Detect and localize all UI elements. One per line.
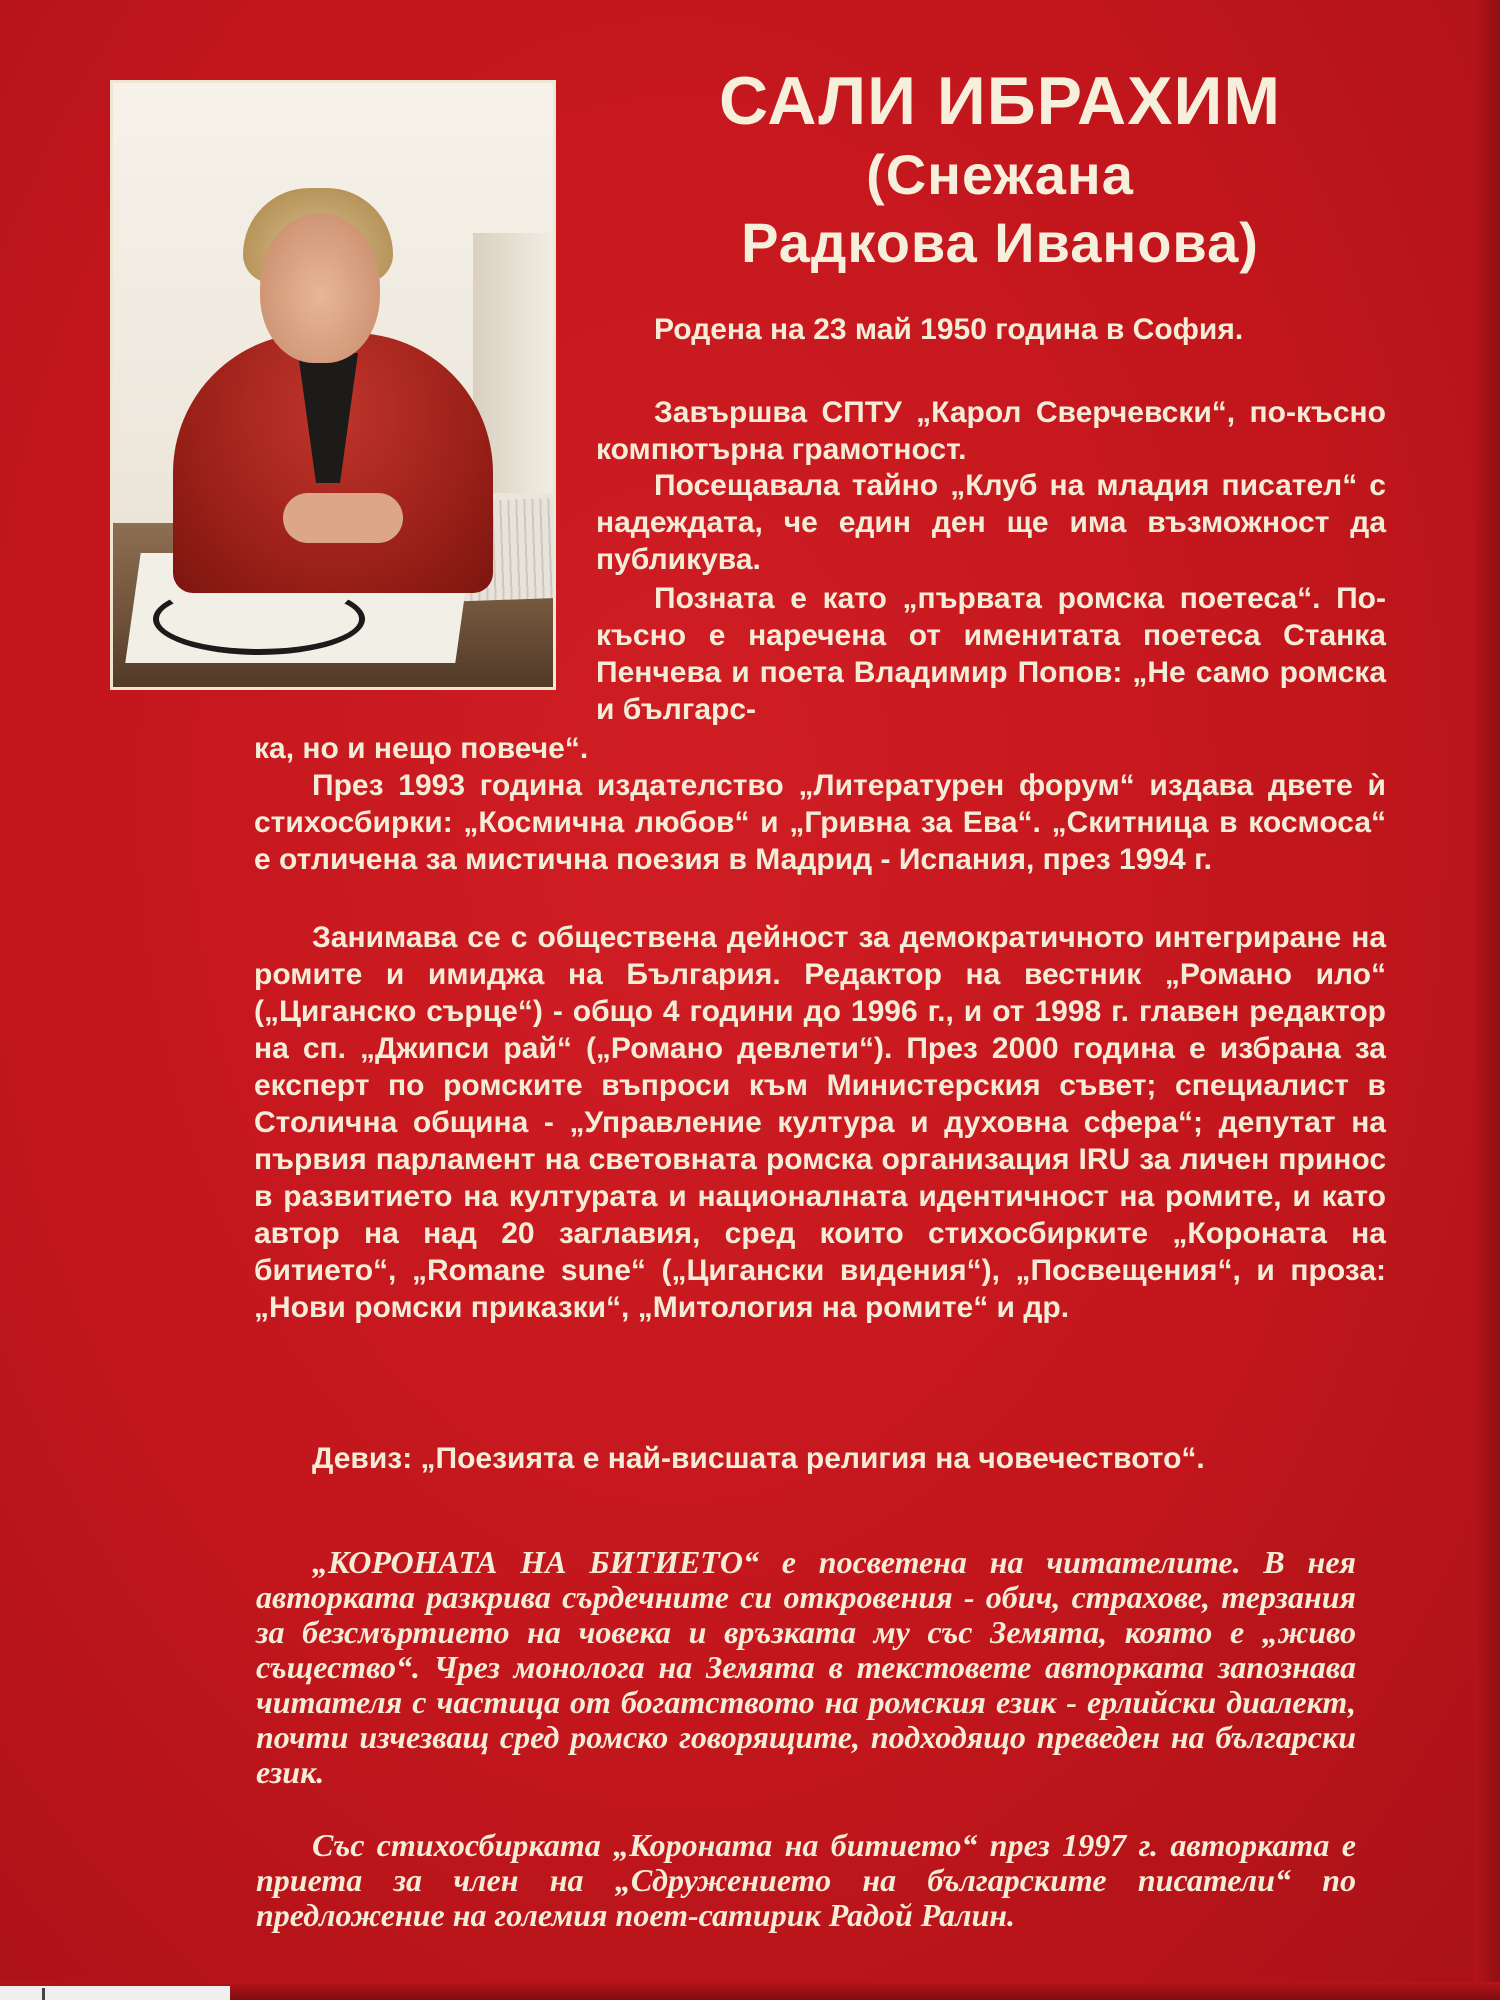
bio-paragraph-publications: През 1993 година издателство „Литературен форум“ издава двете ѝ стихосбирки: „Космична любов“ и „Гривна за Ева“. „Скитница в космоса“ е отличена за мистична поезия в Мадрид - Испания, през 1994 г. [254,769,1386,876]
cover-edge-right [1474,0,1500,2000]
bio-paragraph-birth: Родена на 23 май 1950 година в София. [654,313,1244,346]
paper-tab-mark [42,1988,45,2000]
author-real-name-line2: Радкова Иванова) [741,211,1259,274]
bio-paragraph-activity: Занимава се с обществена дейност за демократичното интегриране на ромите и имиджа на България. Редактор на вестник „Романо ило“ („Циганско сърце“) - общо 4 години до 1996 г., и от 1998 г. главен редактор на сп. „Джипси рай“ („Романо девлети“). През 2000 година е избрана за експерт по ромските въпроси към Министерския съвет; специалист в Столична община - „Управление култура и духовна сфера“; депутат на първия парламент на световната ромска организация IRU за личен принос в развитието на културата и националната идентичност на ромите, и като автор на над 20 заглавия, сред които стихосбирките „Короната на битието“, „Romane sune“ („Цигански видения“), „Посвещения“, и проза: „Нови ромски приказки“, „Митология на ромите“ и др. [254,921,1386,1324]
bio-paragraph-club: Посещавала тайно „Клуб на младия писател“ с надеждата, че един ден ще има възможност да публикува. [596,469,1386,576]
author-photo [110,80,556,690]
bio-paragraph-motto: Девиз: „Поезията е най-висшата религия на човечеството“. [312,1442,1205,1475]
book-description: „КОРОНАТА НА БИТИЕТО“ е посветена на читателите. В нея авторката разкрива сърдечните си откровения - обич, страхове, терзания за безсмъртието на човека и връзката му със Земята, която е „живо същество“. Чрез монолога на Земята в текстовете авторката запознава читателя с частица от богатството на ромския език - ерлийски диалект, почти изчезващ сред ромско говорящите, подходящо преведен на български език. [256,1544,1356,1790]
book-membership-note: Със стихосбирката „Короната на битието“ през 1997 г. авторката е приета за член на „Сдружението на българските писатели“ по предложение на големия поет-сатирик Радой Ралин. [256,1827,1356,1933]
author-name: САЛИ ИБРАХИМ [719,63,1281,139]
author-real-name-line1: (Снежана [866,143,1134,206]
bio-paragraph-education: Завършва СПТУ „Карол Сверчевски“, по-късно компютърна грамотност. [596,396,1386,466]
bio-paragraph-poetess-end: ка, но и нещо повече“. [254,732,589,765]
bio-paragraph-poetess: Позната е като „първата ромска поетеса“. По-късно е наречена от именитата поетеса Станка Пенчева и поета Владимир Попов: „Не само ромска и българс- [596,582,1386,726]
paper-tab [0,1986,230,2000]
